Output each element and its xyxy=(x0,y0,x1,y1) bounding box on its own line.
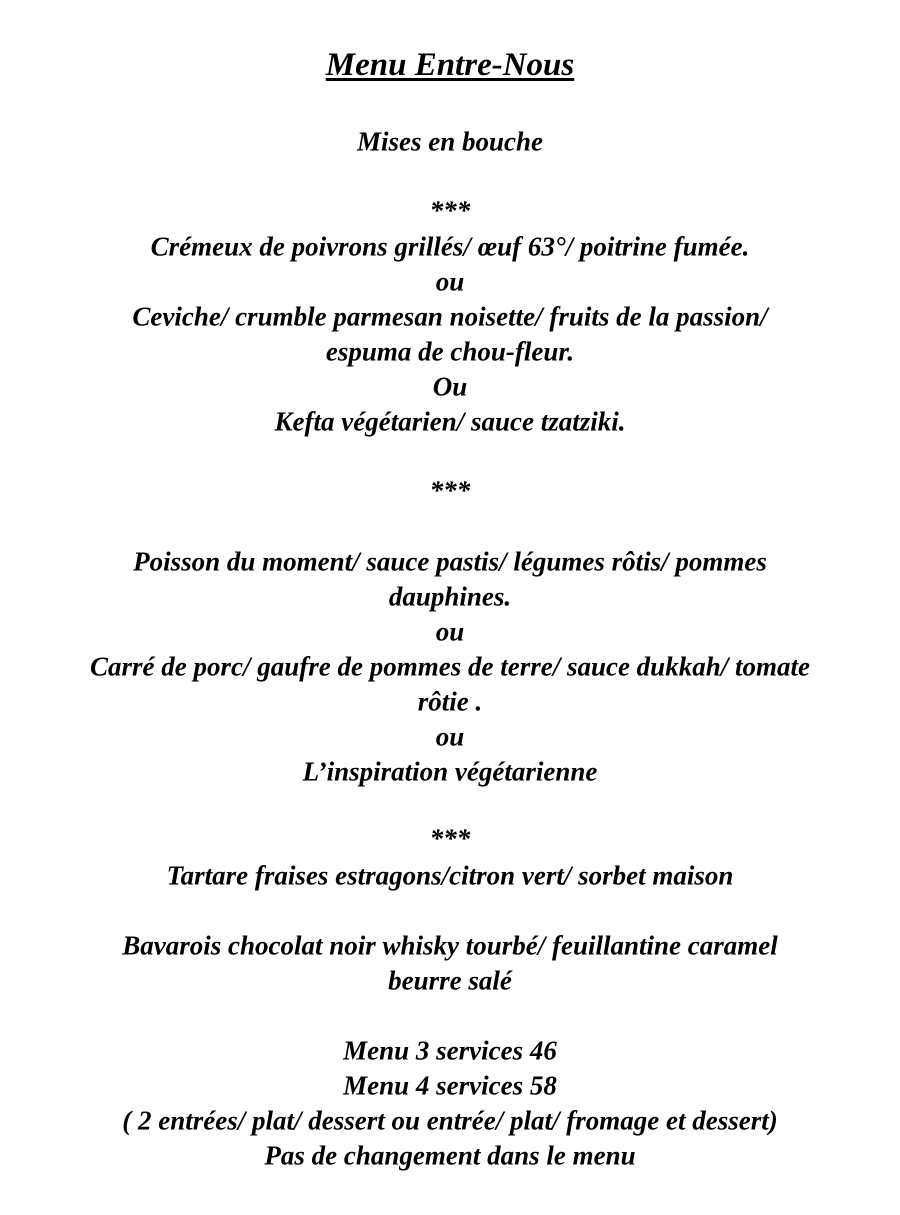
dessert-item: Bavarois chocolat noir whisky tourbé/ feuillantine caramel xyxy=(122,930,778,961)
amuse-bouche: Mises en bouche xyxy=(356,126,543,157)
dessert-item: Tartare fraises estragons/citron vert/ sorbet maison xyxy=(166,860,734,891)
menu-title: Menu Entre-Nous xyxy=(325,47,575,83)
main-item: Carré de porc/ gaufre de pommes de terre/ sauce dukkah/ tomate xyxy=(90,651,810,682)
section-separator: *** xyxy=(429,195,471,226)
menu-note: Pas de changement dans le menu xyxy=(264,1140,636,1171)
choice-separator: ou xyxy=(435,616,465,647)
main-item-continued: dauphines. xyxy=(388,581,512,612)
dessert-item-continued: beurre salé xyxy=(388,965,512,996)
price-menu-3: Menu 3 services 46 xyxy=(343,1035,557,1066)
main-item: Poisson du moment/ sauce pastis/ légumes rôtis/ pommes xyxy=(133,546,767,577)
choice-separator: ou xyxy=(435,721,465,752)
price-details: ( 2 entrées/ plat/ dessert ou entrée/ plat/ fromage et dessert) xyxy=(122,1105,778,1136)
choice-separator: ou xyxy=(435,266,465,297)
section-separator: *** xyxy=(429,475,471,506)
choice-separator: Ou xyxy=(432,371,468,402)
starter-item: Ceviche/ crumble parmesan noisette/ fruits de la passion/ xyxy=(132,301,768,332)
starter-item: Kefta végétarien/ sauce tzatziki. xyxy=(274,406,626,437)
price-menu-4: Menu 4 services 58 xyxy=(343,1070,557,1101)
starter-item-continued: espuma de chou-fleur. xyxy=(325,336,575,367)
starter-item: Crémeux de poivrons grillés/ œuf 63°/ poitrine fumée. xyxy=(150,231,750,262)
main-item-continued: rôtie . xyxy=(417,686,483,717)
section-separator: *** xyxy=(429,823,471,854)
main-item: L’inspiration végétarienne xyxy=(302,756,598,787)
